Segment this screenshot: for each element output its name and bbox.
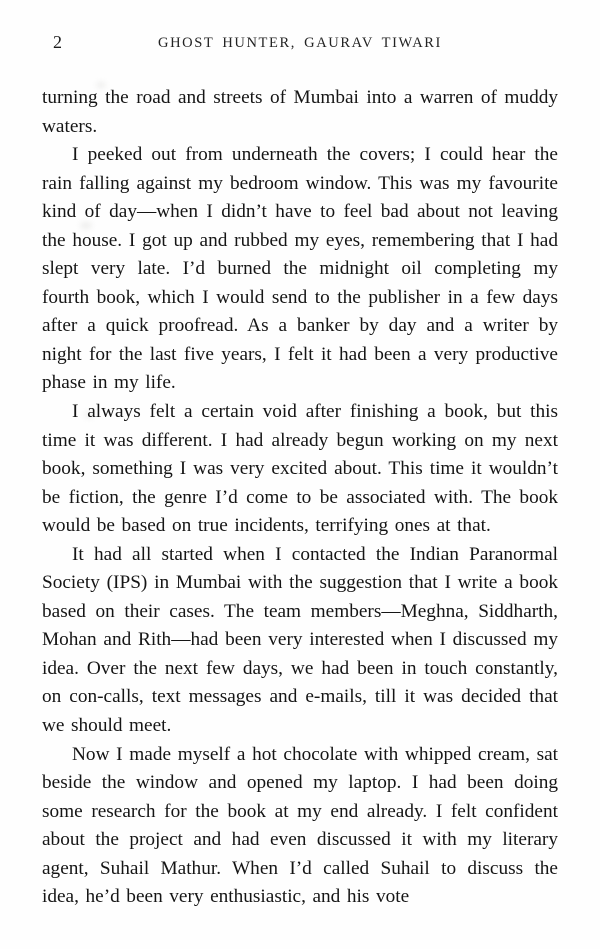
paragraph: I peeked out from underneath the covers; I could hear the rain falling against my bedroom window. This was my favourite kind of day—when I didn’t have to feel bad about not leaving the house. I got up and rubbed my eyes, remembering that I had slept very late. I’d burned the midnight oil completing my fourth book, which I would send to the publisher in a few days after a quick proofread. As a banker by day and a writer by night for the last five years, I felt it had been a very productive phase in my life. <box>42 144 558 394</box>
body-text <box>42 84 558 912</box>
running-title: GHOST HUNTER, GAURAV TIWARI <box>158 35 442 51</box>
page-number: 2 <box>53 32 62 52</box>
paragraph: Now I made myself a hot chocolate with whipped cream, sat beside the window and opened my laptop. I had been doing some research for the book at my end already. I felt confident about the project and had even discussed it with my literary agent, Suhail Mathur. When I’d called Suhail to discuss the idea, he’d been very enthusiastic, and his vote <box>42 743 558 908</box>
paragraph: I always felt a certain void after finishing a book, but this time it was different. I had already begun working on my next book, something I was very excited about. This time it wouldn’t be fiction, the genre I’d come to be associated with. The book would be based on true incidents, terrifying ones at that. <box>42 401 558 537</box>
page-header <box>0 31 600 55</box>
paragraph-continuation: turning the road and streets of Mumbai into a warren of muddy waters. <box>42 87 558 137</box>
paragraph: It had all started when I contacted the Indian Paranormal Society (IPS) in Mumbai with the suggestion that I write a book based on their cases. The team members—Meghna, Siddharth, Mohan and Rith—had been very interested when I discussed my idea. Over the next few days, we had been in touch constantly, on con-calls, text messages and e-mails, till it was decided that we should meet. <box>42 543 558 737</box>
